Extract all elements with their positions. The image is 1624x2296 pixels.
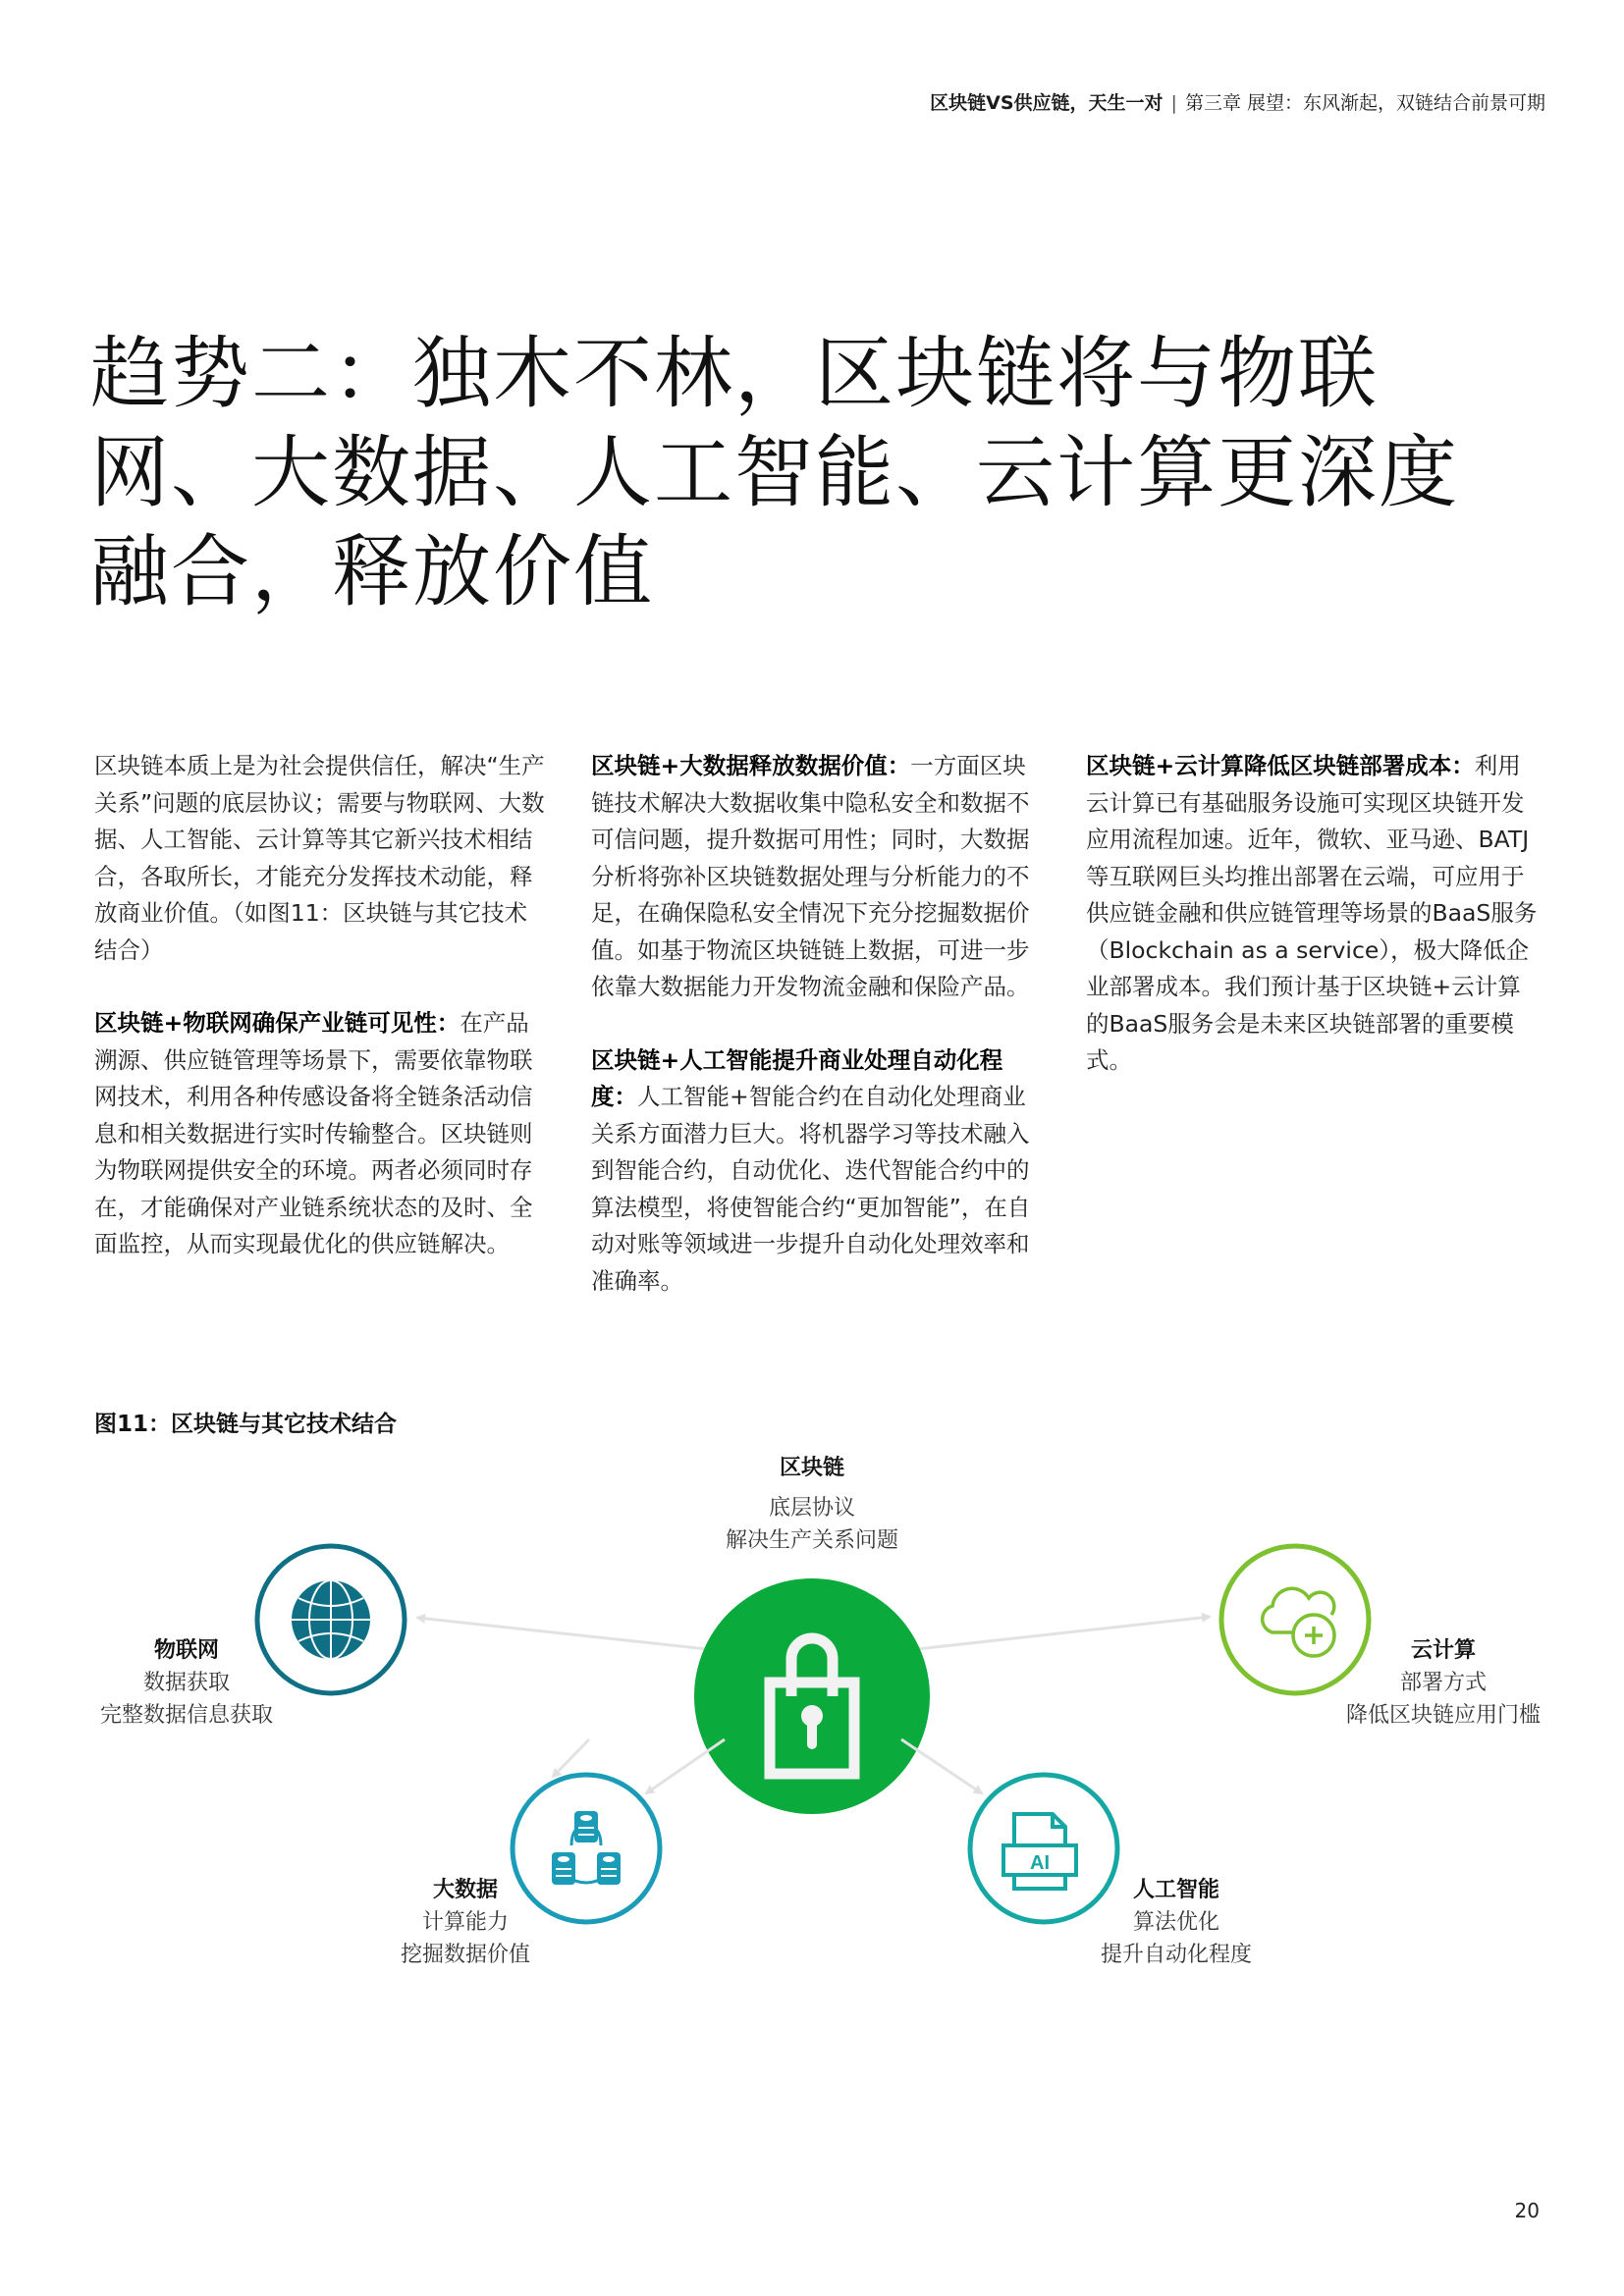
blockchain-desc-2: 解决生产关系问题 bbox=[725, 1528, 898, 1553]
iot-body: 在产品溯源、供应链管理等场景下，需要依靠物联网技术，利用各种传感设备将全链条活动信息和相关数据进行实时传输整合。区块链则为物联网提供安全的环境。两者必须同时存在，才能确保对产业链系统状态的及时、全面监控，从而实现最优化的供应链解决。 bbox=[94, 1009, 533, 1257]
cloud-desc-2: 降低区块链应用门槛 bbox=[1345, 1703, 1541, 1728]
ai-desc-2: 提升自动化程度 bbox=[1100, 1943, 1252, 1967]
bigdata-desc-2: 挖掘数据价值 bbox=[400, 1943, 530, 1967]
bigdata-heading: 区块链+大数据释放数据价值： bbox=[591, 752, 911, 779]
report-title: 区块链VS供应链，天生一对 bbox=[930, 92, 1164, 114]
arrow-to-bigdata-2 bbox=[646, 1739, 725, 1793]
title-line: 网、大数据、人工智能、云计算更深度 bbox=[90, 427, 1459, 518]
page-title bbox=[90, 324, 1563, 621]
arrow-to-ai bbox=[901, 1739, 982, 1793]
chapter-title: 第三章 展望：东风渐起，双链结合前景可期 bbox=[1184, 92, 1545, 114]
bigdata-name: 大数据 bbox=[432, 1878, 498, 1902]
bigdata-paragraph bbox=[591, 748, 1043, 1006]
page-number: 20 bbox=[1514, 2199, 1540, 2222]
bigdata-desc-1: 计算能力 bbox=[421, 1910, 509, 1935]
arrow-to-cloud bbox=[917, 1617, 1210, 1649]
blockchain-node bbox=[694, 1578, 930, 1814]
ai-label bbox=[1078, 1875, 1274, 1971]
globe-icon bbox=[292, 1580, 370, 1659]
ai-desc-1: 算法优化 bbox=[1132, 1910, 1219, 1935]
iot-heading: 区块链+物联网确保产业链可见性： bbox=[94, 1009, 460, 1037]
cloud-heading: 区块链+云计算降低区块链部署成本： bbox=[1086, 752, 1475, 779]
iot-desc-2: 完整数据信息获取 bbox=[99, 1703, 273, 1728]
ai-name: 人工智能 bbox=[1132, 1878, 1219, 1902]
iot-name: 物联网 bbox=[153, 1638, 219, 1663]
blockchain-technology-diagram bbox=[0, 1443, 1624, 2012]
bigdata-body: 一方面区块链技术解决大数据收集中隐私安全和数据不可信问题，提升数据可用性；同时，大数据分析将弥补区块链数据处理与分析能力的不足，在确保隐私安全情况下充分挖掘数据价值。如基于物流区块链链上数据，可进一步依靠大数据能力开发物流金融和保险产品。 bbox=[591, 752, 1030, 1000]
text-column-1 bbox=[94, 748, 546, 1300]
header-separator: | bbox=[1170, 92, 1177, 114]
running-header bbox=[930, 88, 1545, 115]
svg-text:AI: AI bbox=[1030, 1852, 1050, 1874]
iot-desc-1: 数据获取 bbox=[142, 1671, 230, 1695]
arrow-to-bigdata bbox=[553, 1739, 589, 1777]
database-icon bbox=[552, 1811, 621, 1885]
ai-paragraph bbox=[591, 1042, 1043, 1301]
bigdata-label bbox=[377, 1875, 554, 1971]
arrow-to-iot bbox=[417, 1618, 707, 1649]
cloud-name: 云计算 bbox=[1410, 1638, 1476, 1663]
title-line: 融合，释放价值 bbox=[90, 526, 654, 617]
cloud-desc-1: 部署方式 bbox=[1399, 1671, 1487, 1695]
cloud-label bbox=[1326, 1635, 1561, 1732]
iot-paragraph bbox=[94, 1005, 546, 1263]
ai-document-icon bbox=[1003, 1814, 1076, 1889]
blockchain-name: 区块链 bbox=[779, 1456, 844, 1480]
title-line: 趋势二：独木不林，区块链将与物联 bbox=[90, 328, 1379, 419]
intro-paragraph: 区块链本质上是为社会提供信任，解决“生产关系”问题的底层协议；需要与物联网、大数据、人工智能、云计算等其它新兴技术相结合，各取所长，才能充分发挥技术动能，释放商业价值。（如图11：区块链与其它技术结合） bbox=[94, 752, 545, 964]
figure-caption: 图11：区块链与其它技术结合 bbox=[94, 1412, 398, 1437]
ai-heading: 区块链+人工智能提升商业处理自动化程度： bbox=[591, 1045, 1003, 1110]
ai-body: 人工智能+智能合约在自动化处理商业关系方面潜力巨大。将机器学习等技术融入到智能合约，自动优化、迭代智能合约中的算法模型，将使智能合约“更加智能”，在自动对账等领域进一步提升自动化处理效率和准确率。 bbox=[591, 1083, 1031, 1295]
text-column-3 bbox=[1086, 748, 1538, 1116]
cloud-paragraph bbox=[1086, 748, 1538, 1080]
iot-label bbox=[79, 1635, 295, 1732]
blockchain-label bbox=[714, 1453, 910, 1557]
cloud-plus-icon bbox=[1263, 1588, 1334, 1656]
blockchain-desc-1: 底层协议 bbox=[768, 1496, 855, 1521]
text-column-2 bbox=[591, 748, 1043, 1336]
cloud-body: 利用云计算已有基础服务设施可实现区块链开发应用流程加速。近年，微软、亚马逊、BATJ等互联网巨头均推出部署在云端，可应用于供应链金融和供应链管理等场景的BaaS服务（Blockchain as a service），极大降低企业部署成本。我们预计基于区块链+云计算的BaaS服务会是未来区块链部署的重要模式。 bbox=[1086, 752, 1538, 1074]
